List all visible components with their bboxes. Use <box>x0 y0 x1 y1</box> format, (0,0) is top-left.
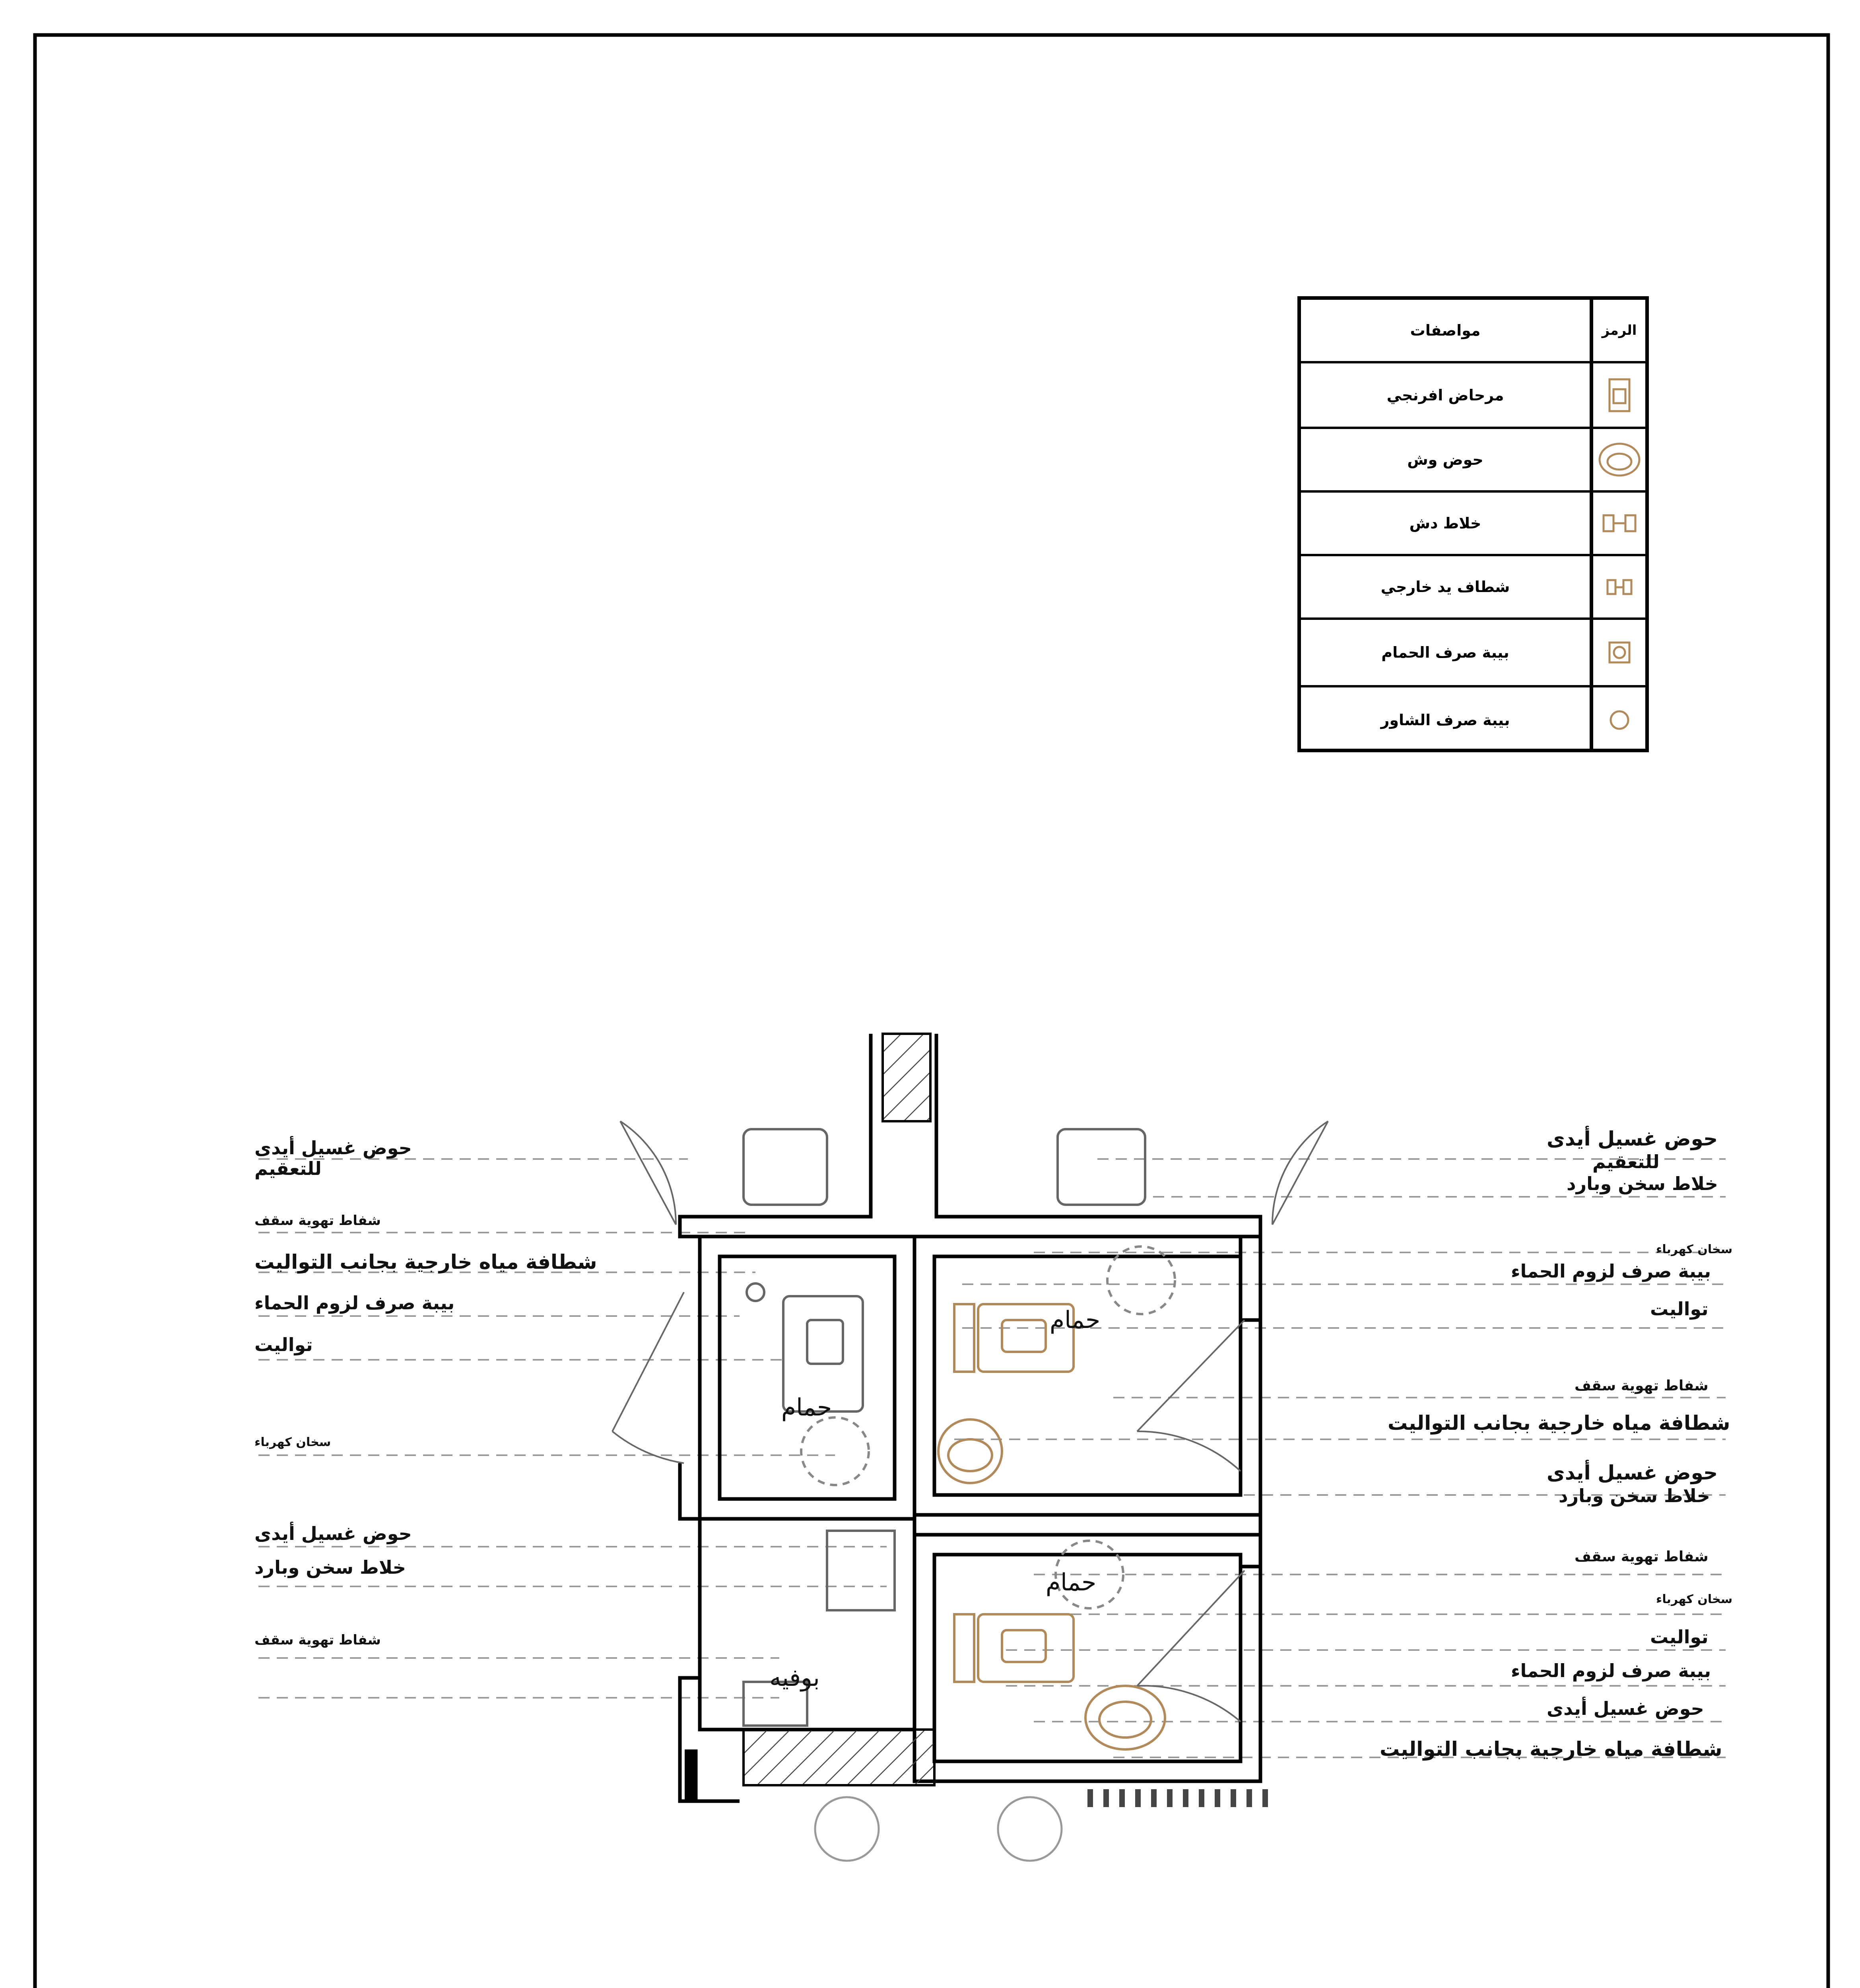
legend-spec-text: بيبة صرف الحمام <box>1301 620 1593 685</box>
right-label: شطافة مياه خارجية بجانب التواليت <box>1380 1738 1722 1761</box>
left-label: حوض غسيل أيدى <box>254 1523 412 1544</box>
right-label: للتعقيم <box>1592 1151 1660 1173</box>
right-label: شفاط تهوية سقف <box>1575 1549 1709 1565</box>
hatched-wall-top <box>883 1034 930 1121</box>
right-label: شفاط تهوية سقف <box>1575 1378 1709 1394</box>
bollards <box>1087 1789 1268 1807</box>
legend-spec-text: خلاط دش <box>1301 493 1593 554</box>
legend-row <box>1301 493 1645 556</box>
left-leader-lines <box>258 1159 887 1698</box>
right-label: شطافة مياه خارجية بجانب التواليت <box>1388 1411 1730 1435</box>
legend-header-symbol: الرمز <box>1602 322 1637 338</box>
right-label: بيبة صرف لزوم الحماء <box>1511 1260 1711 1282</box>
left-label: سخان كهرباء <box>254 1435 331 1449</box>
legend-spec-text: بيبة صرف الشاور <box>1301 687 1593 752</box>
washbasin-icon <box>1593 429 1645 490</box>
legend-row <box>1301 620 1645 687</box>
room-label-bath-left: حمام <box>781 1394 832 1421</box>
shower-drain-icon <box>1593 687 1645 752</box>
room-label-bath-right-top: حمام <box>1050 1306 1101 1334</box>
left-label: شطافة مياه خارجية بجانب التواليت <box>254 1250 597 1274</box>
hatched-wall-bottom <box>744 1730 934 1785</box>
room-label-bath-right-bottom: حمام <box>1046 1569 1097 1596</box>
legend-header-spec: مواصفات <box>1301 300 1593 361</box>
left-label: شفاط تهوية سقف <box>254 1632 381 1648</box>
right-label: خلاط سخن وبارد <box>1559 1485 1710 1507</box>
left-label: خلاط سخن وبارد <box>254 1557 406 1578</box>
left-label: للتعقيم <box>254 1158 322 1179</box>
right-label: سخان كهرباء <box>1656 1592 1733 1606</box>
legend-spec-text: مرحاض افرنجي <box>1301 363 1593 427</box>
fixture-legend-table <box>1297 296 1649 752</box>
left-label: حوض غسيل أيدى <box>254 1137 412 1159</box>
right-label: بيبة صرف لزوم الحماء <box>1511 1660 1711 1681</box>
right-label: تواليت <box>1650 1298 1709 1320</box>
hand-bidet-icon <box>1593 556 1645 617</box>
right-label: حوض غسيل أيدى <box>1547 1461 1718 1484</box>
toilet-icon <box>1593 363 1645 427</box>
legend-row <box>1301 556 1645 620</box>
legend-spec-text: شطاف يد خارجي <box>1301 556 1593 617</box>
right-label: حوض غسيل أيدى <box>1547 1127 1718 1150</box>
right-label: خلاط سخن وبارد <box>1567 1173 1718 1194</box>
left-label: تواليت <box>254 1334 313 1355</box>
legend-spec-text: حوض وش <box>1301 429 1593 490</box>
right-label: حوض غسيل أيدى <box>1547 1698 1704 1719</box>
legend-header-row <box>1301 300 1645 363</box>
right-label: سخان كهرباء <box>1656 1242 1733 1256</box>
shower-mixer-icon <box>1593 493 1645 554</box>
left-label: بيبة صرف لزوم الحماء <box>254 1292 455 1314</box>
legend-row <box>1301 363 1645 429</box>
bathroom-drain-icon <box>1593 620 1645 685</box>
legend-row <box>1301 429 1645 493</box>
legend-row <box>1301 687 1645 752</box>
room-label-buffet: بوفيه <box>769 1664 820 1692</box>
right-label: تواليت <box>1650 1626 1709 1648</box>
left-label: شفاط تهوية سقف <box>254 1213 381 1229</box>
